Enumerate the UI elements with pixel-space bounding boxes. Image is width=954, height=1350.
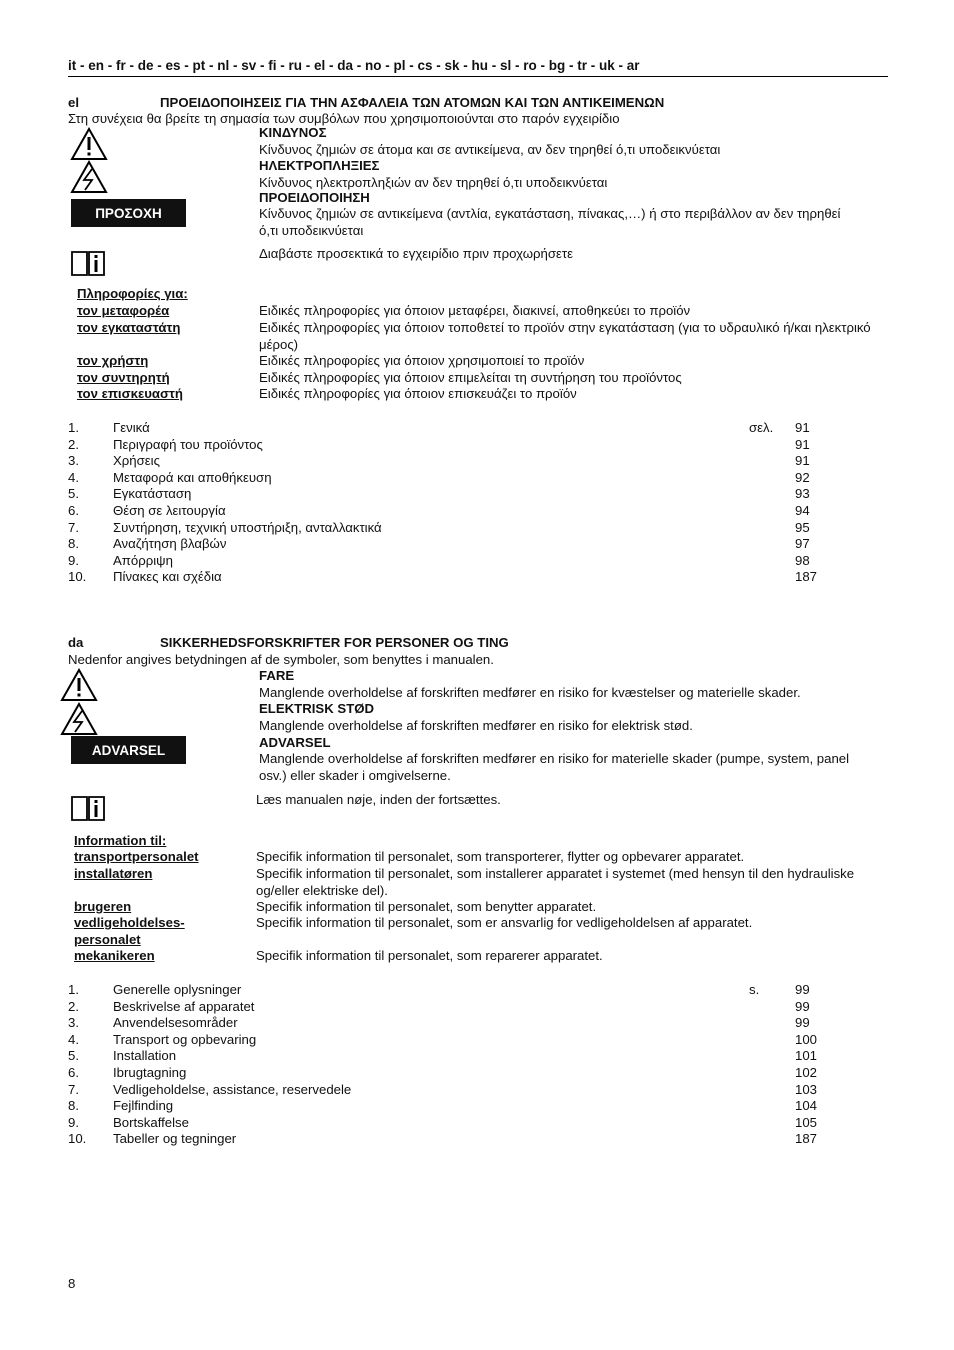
section-code-da: da [68, 635, 84, 650]
toc-row[interactable]: 4. Transport og opbevaring 100 [68, 1031, 818, 1047]
danger-text-el: Κίνδυνος ζημιών σε άτομα και σε αντικείμενα, αν δεν τηρηθεί ό,τι υποδεικνύεται [259, 142, 721, 157]
toc-row[interactable]: 3. Χρήσεις 91 [68, 453, 810, 469]
warning-text-el: Κίνδυνος ζημιών σε αντικείμενα (αντλία, εγκατάσταση, πίνακας,…) ή στο περιβάλλον αν δεν τηρηθεί ό,τι υποδεικνύεται [259, 206, 841, 238]
warning-heading-da: ADVARSEL [259, 735, 331, 750]
electric-shock-icon [70, 160, 108, 194]
info-text-da: Specifik information til personalet, som installerer apparatet i systemet (med hensyn til den hydrauliske og/eller elektriske del). [256, 866, 855, 898]
info-who-el: τον επισκευαστή [77, 386, 183, 401]
toc-row[interactable]: 1. Generelle oplysninger s. 99 [68, 982, 810, 997]
info-text-da: Specifik information til personalet, som reparerer apparatet. [256, 948, 603, 963]
toc-row[interactable]: 7. Συντήρηση, τεχνική υποστήριξη, ανταλλακτικά 95 [68, 519, 810, 535]
info-who-da: installatøren [74, 866, 153, 881]
info-text-el: Ειδικές πληροφορίες για όποιον χρησιμοποιεί το προϊόν [259, 353, 585, 368]
info-who-el: τον συντηρητή [77, 370, 170, 385]
danger-triangle-icon [60, 668, 98, 702]
toc-row[interactable]: 1. Γενικά σελ. 91 [68, 420, 810, 435]
info-text-da: Specifik information til personalet, som benytter apparatet. [256, 899, 597, 914]
info-text-da: Specifik information til personalet, som er ansvarlig for vedligeholdelsen af apparatet. [256, 915, 753, 930]
shock-heading-el: ΗΛΕΚΤΡΟΠΛΗΞΙΕΣ [259, 158, 380, 173]
toc-row[interactable]: 5. Installation 101 [68, 1048, 818, 1064]
manual-text-da: Læs manualen nøje, inden der fortsættes. [256, 792, 501, 807]
info-text-el: Ειδικές πληροφορίες για όποιον τοποθετεί το προϊόν στην εγκατάσταση (για το υδραυλικό ή/και ηλεκτρικό μέρος) [259, 320, 871, 352]
warning-text-da: Manglende overholdelse af forskriften medfører en risiko for materielle skader (pumpe, system, panel osv.) eller skader i omgivelserne. [259, 751, 850, 783]
info-who-da: vedligeholdelses- [74, 915, 185, 930]
page-number: 8 [68, 1276, 76, 1291]
section-code-el: el [68, 95, 79, 110]
info-heading-el: Πληροφορίες για: [77, 286, 188, 301]
section-intro-da: Nedenfor angives betydningen af de symboler, som benyttes i manualen. [68, 652, 494, 667]
toc-row[interactable]: 9. Απόρριψη 98 [68, 552, 810, 568]
info-text-el: Ειδικές πληροφορίες για όποιον μεταφέρει, διακινεί, αποθηκεύει το προϊόν [259, 303, 691, 318]
shock-text-el: Κίνδυνος ηλεκτροπληξιών αν δεν τηρηθεί ό,τι υποδεικνύεται [259, 175, 608, 190]
toc-row[interactable]: 9. Bortskaffelse 105 [68, 1114, 818, 1130]
info-who-da: personalet [74, 932, 141, 947]
language-list: it - en - fr - de - es - pt - nl - sv - fi - ru - el - da - no - pl - cs - sk - hu - sl - ro - bg - tr - uk - ar [68, 58, 640, 73]
danger-heading-da: FARE [259, 668, 295, 683]
page-prefix: σελ. [749, 420, 774, 435]
info-who-da: brugeren [74, 899, 132, 914]
shock-heading-da: ELEKTRISK STØD [259, 701, 375, 716]
info-who-da: transportpersonalet [74, 849, 199, 864]
toc-row[interactable]: 7. Vedligeholdelse, assistance, reservedele 103 [68, 1081, 818, 1097]
warning-label-el: ΠΡΟΣΟΧΗ [71, 199, 186, 227]
info-who-da: mekanikeren [74, 948, 155, 963]
toc-row[interactable]: 10. Tabeller og tegninger 187 [68, 1131, 818, 1147]
toc-row[interactable]: 8. Αναζήτηση βλαβών 97 [68, 536, 810, 552]
toc-row[interactable]: 6. Ibrugtagning 102 [68, 1065, 818, 1080]
shock-text-da: Manglende overholdelse af forskriften medfører en risiko for elektrisk stød. [259, 718, 693, 733]
info-who-el: τον εγκαταστάτη [77, 320, 181, 335]
toc-row[interactable]: 10. Πίνακες και σχέδια 187 [68, 569, 818, 585]
section-intro-el: Στη συνέχεια θα βρείτε τη σημασία των συμβόλων που χρησιμοποιούνται στο παρόν εγχειρίδιο [68, 111, 620, 126]
page-prefix: s. [749, 982, 760, 997]
info-who-el: τον μεταφορέα [77, 303, 170, 318]
danger-text-da: Manglende overholdelse af forskriften medfører en risiko for kvæstelser og materielle skader. [259, 685, 801, 700]
warning-label-da: ADVARSEL [71, 736, 186, 764]
toc-row[interactable]: 3. Anvendelsesområder 99 [68, 1015, 810, 1031]
toc-row[interactable]: 5. Εγκατάσταση 93 [68, 486, 810, 502]
warning-heading-el: ΠΡΟΕΙΔΟΠΟΙΗΣΗ [259, 190, 370, 205]
info-text-el: Ειδικές πληροφορίες για όποιον επιμελείται τη συντήρηση του προϊόντος [259, 370, 682, 385]
section-title-el: ΠΡΟΕΙΔΟΠΟΙΗΣΕΙΣ ΓΙΑ ΤΗΝ ΑΣΦΑΛΕΙΑ ΤΩΝ ΑΤΟΜΩΝ ΚΑΙ ΤΩΝ ΑΝΤΙΚΕΙΜΕΝΩΝ [160, 95, 665, 110]
manual-text-el: Διαβάστε προσεκτικά το εγχειρίδιο πριν προχωρήσετε [259, 246, 573, 261]
info-heading-da: Information til: [74, 833, 167, 848]
toc-row[interactable]: 8. Fejlfinding 104 [68, 1098, 818, 1114]
danger-heading-el: ΚΙΝΔΥΝΟΣ [259, 125, 327, 140]
toc-row[interactable]: 2. Περιγραφή του προϊόντος 91 [68, 436, 810, 452]
section-title-da: SIKKERHEDSFORSKRIFTER FOR PERSONER OG TING [160, 635, 509, 650]
toc-row[interactable]: 2. Beskrivelse af apparatet 99 [68, 998, 810, 1014]
info-who-el: τον χρήστη [77, 353, 149, 368]
toc-row[interactable]: 4. Μεταφορά και αποθήκευση 92 [68, 469, 810, 485]
manual-book-icon [70, 249, 106, 277]
toc-row[interactable]: 6. Θέση σε λειτουργία 94 [68, 503, 810, 518]
info-text-el: Ειδικές πληροφορίες για όποιον επισκευάζει το προϊόν [259, 386, 577, 401]
danger-triangle-icon [70, 127, 108, 161]
header-divider [68, 76, 888, 77]
electric-shock-icon [60, 702, 98, 736]
manual-book-icon [70, 794, 106, 822]
info-text-da: Specifik information til personalet, som transporterer, flytter og opbevarer apparatet. [256, 849, 745, 864]
